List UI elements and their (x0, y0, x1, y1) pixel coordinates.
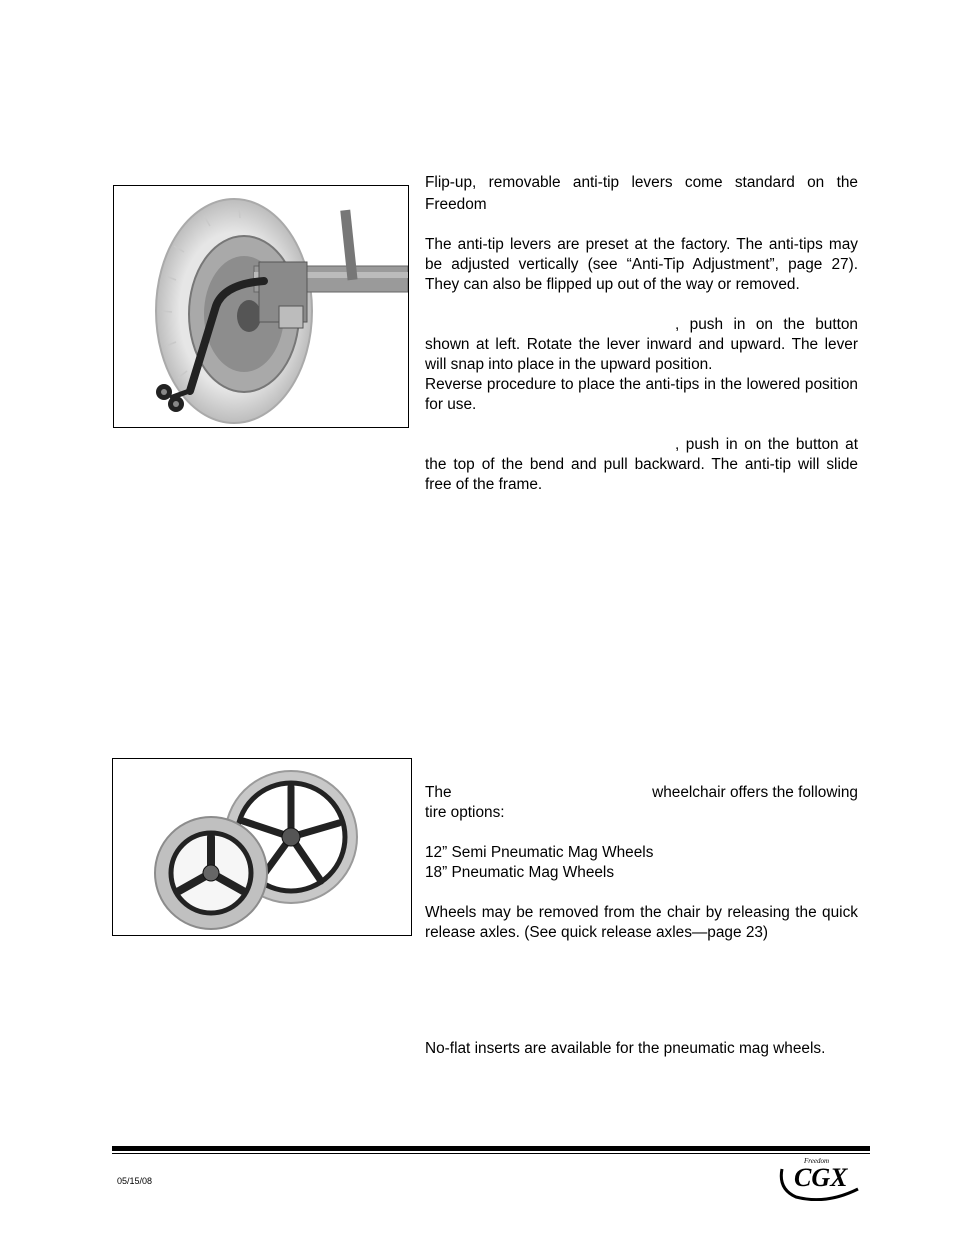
cgx-logo (774, 1155, 870, 1201)
flip-up-line1: , push in on the button (675, 316, 858, 333)
reverse-procedure-text: Reverse procedure to place the anti-tips in the lowered position for use. (425, 376, 858, 413)
anti-tip-preset-text: The anti-tip levers are preset at the factory. The anti-tips may be adjusted vertically (see “Anti-Tip Adjustment”, page 27). They can also be flipped up out of the way or removed. (425, 236, 858, 293)
removal-rest: the top of the bend and pull backward. The anti-tip will slide free of the frame. (425, 456, 858, 493)
anti-tip-section (425, 173, 858, 495)
tire-options-section (425, 783, 858, 943)
tire-offer-line1 (425, 783, 858, 803)
footer-rule (112, 1146, 870, 1151)
no-flat-text: No-flat inserts are available for the pneumatic mag wheels. (425, 1040, 826, 1057)
mag-wheels-photo (112, 758, 412, 936)
anti-tip-lever-photo (113, 185, 409, 428)
footer-date: 05/15/08 (117, 1176, 153, 1186)
tire-offer-the: The (425, 784, 452, 801)
logo-text: CGX (794, 1163, 848, 1192)
tire-option-12: 12” Semi Pneumatic Mag Wheels (425, 844, 654, 861)
flip-up-rest: shown at left. Rotate the lever inward and upward. The lever will snap into place in the upward position. (425, 336, 858, 373)
no-flat-section (425, 1039, 858, 1059)
anti-tip-intro-line1: Flip-up, removable anti-tip levers come standard on the (425, 174, 858, 191)
wheel-removal-text: Wheels may be removed from the chair by releasing the quick release axles. (See quick release axles—page 23) (425, 904, 858, 941)
removal-line1: , push in on the button at (675, 436, 858, 453)
logo-small-text: Freedom (804, 1157, 830, 1165)
anti-tip-intro-line2: Freedom (425, 196, 487, 213)
footer-rule-thin (112, 1153, 870, 1154)
tire-offer-rest: wheelchair offers the following (652, 784, 858, 801)
tire-offer-line2: tire options: (425, 804, 505, 821)
tire-option-18: 18” Pneumatic Mag Wheels (425, 864, 615, 881)
